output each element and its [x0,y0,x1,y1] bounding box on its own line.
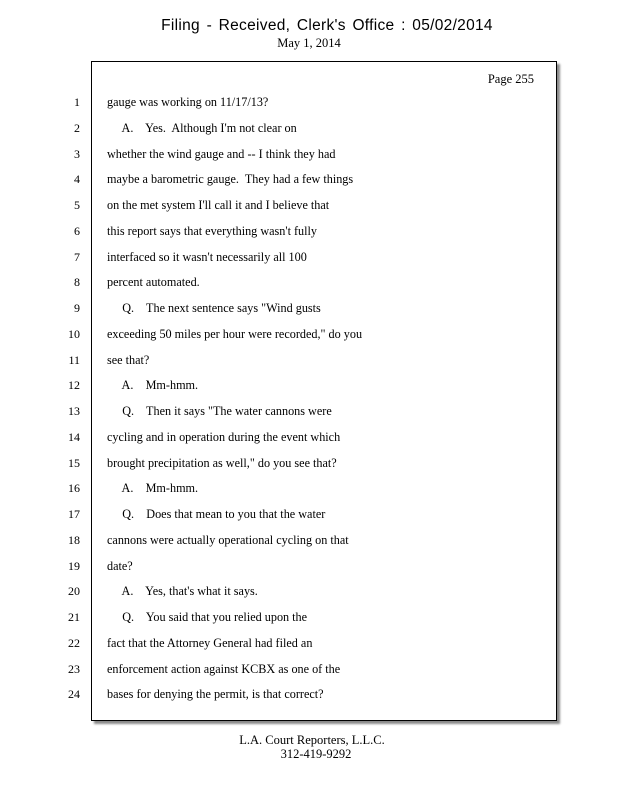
line-number: 18 [68,532,80,547]
transcript-line: A. Mm-hmm. [107,481,199,496]
line-number: 22 [68,635,80,650]
transcript-line: enforcement action against KCBX as one of the [107,661,341,676]
transcript-line: cycling and in operation during the event which [107,429,341,444]
line-number: 15 [68,455,80,470]
transcript-line: exceeding 50 miles per hour were recorded," do you [107,326,363,341]
court-reporter-name: L.A. Court Reporters, L.L.C. [239,733,385,747]
transcript-date: May 1, 2014 [277,36,341,50]
transcript-line: fact that the Attorney General had filed an [107,635,313,650]
line-number: 24 [68,687,80,702]
transcript-line: gauge was working on 11/17/13? [107,95,269,109]
transcript-line: Q. The next sentence says "Wind gusts [107,301,321,315]
line-number-column [50,93,80,711]
line-number: 13 [68,404,80,418]
line-number: 4 [74,172,80,187]
court-reporter-phone: 312-419-9292 [280,747,352,761]
line-number: 20 [68,584,80,599]
transcript-line: percent automated. [107,275,200,290]
transcript-line: A. Mm-hmm. [107,378,199,393]
transcript-line: this report says that everything wasn't fully [107,223,318,238]
line-number: 10 [68,326,80,341]
line-number: 8 [74,275,80,290]
transcript-line: Q. You said that you relied upon the [107,610,308,624]
transcript-line: whether the wind gauge and -- I think they had [107,146,336,161]
line-number: 19 [68,558,80,573]
transcript-line: A. Yes. Although I'm not clear on [107,120,297,135]
line-number: 23 [68,661,80,676]
line-number: 3 [74,146,80,161]
line-number: 17 [68,507,80,521]
line-number: 12 [68,378,80,393]
line-number: 2 [74,120,80,135]
transcript-line: maybe a barometric gauge. They had a few things [107,172,354,187]
filing-stamp: Filing - Received, Clerk's Office : 05/02/2014 [161,17,493,34]
transcript-line: brought precipitation as well," do you see that? [107,455,337,470]
transcript-line: see that? [107,352,150,367]
transcript-line: date? [107,558,133,573]
line-number: 6 [74,223,80,238]
line-number: 5 [74,198,80,212]
line-number: 14 [68,429,80,444]
line-number: 11 [68,352,80,367]
transcript-line: bases for denying the permit, is that correct? [107,687,324,702]
line-number: 16 [68,481,80,496]
transcript-line: interfaced so it wasn't necessarily all 100 [107,249,307,264]
transcript-line: cannons were actually operational cycling on that [107,532,349,547]
transcript-line: on the met system I'll call it and I believe that [107,198,330,212]
transcript-line: Q. Then it says "The water cannons were [107,404,332,418]
line-number: 1 [74,95,80,109]
line-number: 7 [74,249,80,264]
transcript-line: Q. Does that mean to you that the water [107,507,326,521]
transcript-text [107,93,547,711]
line-number: 21 [68,610,80,624]
line-number: 9 [74,301,80,315]
transcript-line: A. Yes, that's what it says. [107,584,258,599]
page-number: Page 255 [487,72,534,86]
